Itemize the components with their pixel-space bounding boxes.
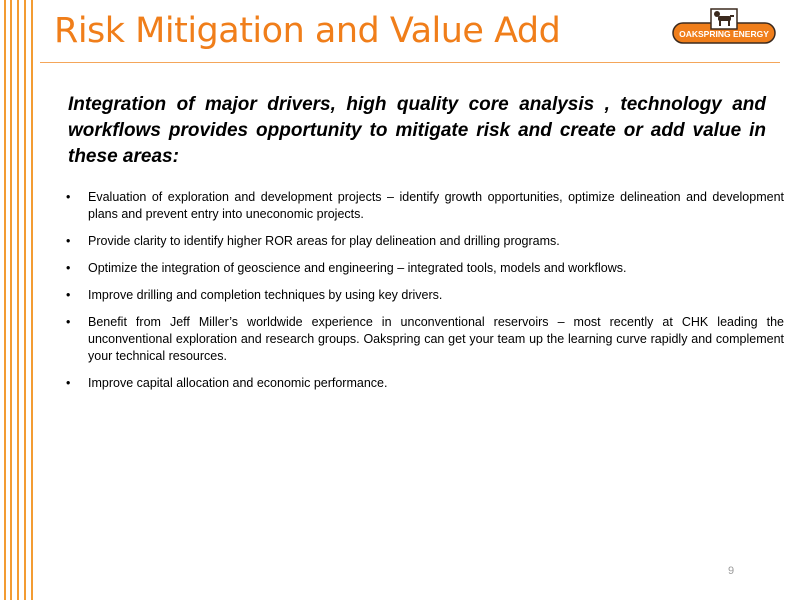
list-item — [66, 233, 784, 250]
left-stripe — [31, 0, 33, 600]
bullet-list — [66, 189, 784, 402]
page-number: 9 — [728, 565, 735, 577]
bullet-icon: • — [66, 288, 71, 302]
list-item — [66, 189, 784, 223]
list-item — [66, 287, 784, 304]
bullet-icon: • — [66, 315, 71, 329]
company-logo — [672, 7, 776, 47]
lead-paragraph: Integration of major drivers, high quality core analysis , technology and workflows provides opportunity to mitigate risk and create or add value in these areas: — [68, 94, 766, 167]
bullet-icon: • — [66, 376, 71, 390]
bullet-icon: • — [66, 190, 71, 204]
bullet-text: Optimize the integration of geoscience and engineering – integrated tools, models and workflows. — [88, 261, 627, 275]
left-stripe — [10, 0, 12, 600]
left-stripe — [4, 0, 6, 600]
list-item — [66, 314, 784, 365]
bullet-text: Benefit from Jeff Miller’s worldwide experience in unconventional reservoirs – most recently at CHK leading the unconventional exploration and research groups. Oakspring can get your team up the learning curve rapidly and complement your technical resources. — [88, 315, 784, 363]
bullet-text: Improve capital allocation and economic performance. — [88, 376, 388, 390]
title-divider — [40, 62, 780, 63]
slide-title: Risk Mitigation and Value Add — [54, 11, 561, 51]
left-stripe — [24, 0, 26, 600]
bullet-text: Improve drilling and completion techniques by using key drivers. — [88, 288, 443, 302]
bullet-icon: • — [66, 261, 71, 275]
bullet-icon: • — [66, 234, 71, 248]
left-stripe — [17, 0, 19, 600]
bullet-text: Provide clarity to identify higher ROR areas for play delineation and drilling programs. — [88, 234, 560, 248]
list-item — [66, 375, 784, 392]
list-item — [66, 260, 784, 277]
bullet-text: Evaluation of exploration and development projects – identify growth opportunities, optimize delineation and development plans and prevent entry into uneconomic projects. — [88, 190, 784, 221]
logo-text: OAKSPRING ENERGY — [679, 29, 769, 39]
